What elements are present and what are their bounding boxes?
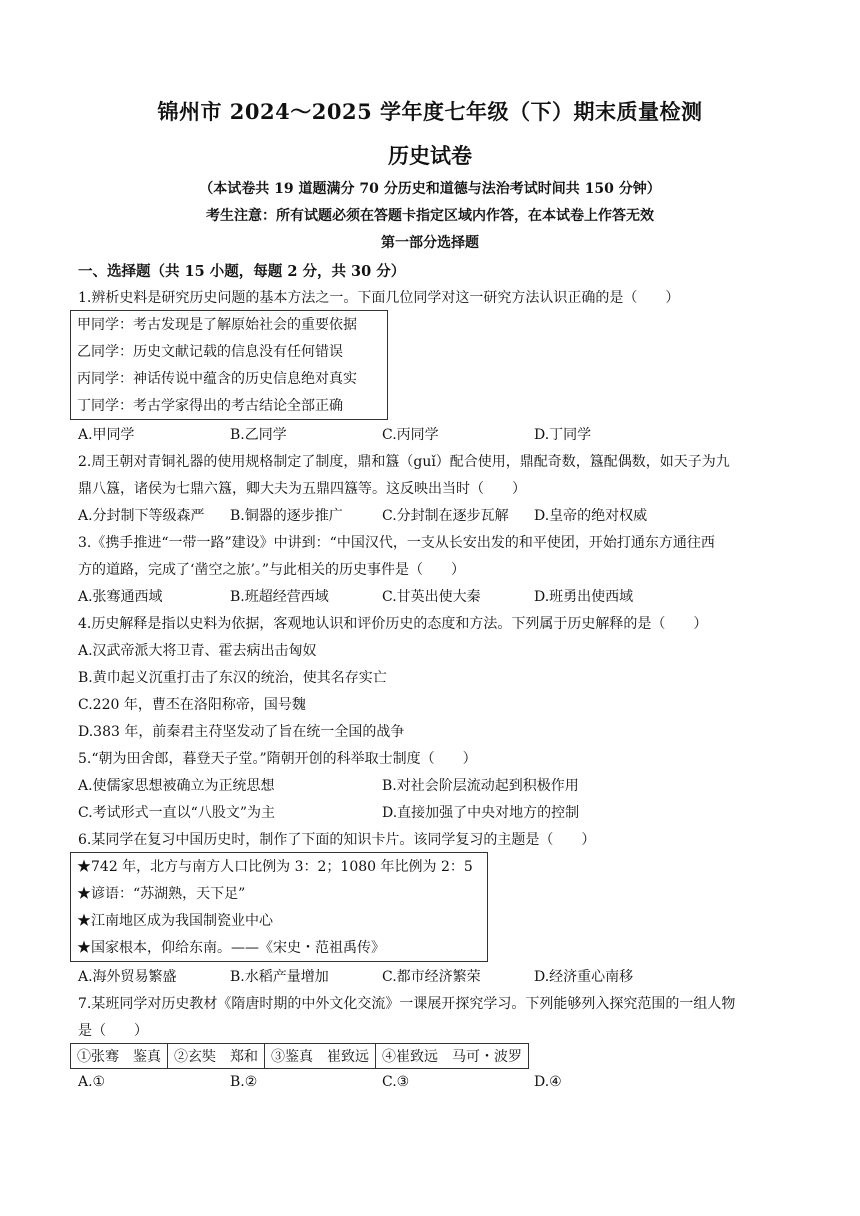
q4-option-b: B.黄巾起义沉重打击了东汉的统治，使其名存实亡	[78, 670, 387, 686]
exam-notice: 考生注意：所有试题必须在答题卡指定区域内作答，在本试卷上作答无效	[206, 208, 654, 224]
q1-option-d: D.丁同学	[534, 427, 592, 443]
q1-box-line: 丁同学：考古学家得出的考古结论全部正确	[77, 398, 343, 414]
q1-option-c: C.丙同学	[382, 427, 439, 443]
q6-card-line: ★742 年，北方与南方人口比例为 3：2；1080 年比例为 2：5	[77, 859, 473, 875]
q6-option-d: D.经济重心南移	[534, 969, 634, 985]
q5-option-a: A.使儒家思想被确立为正统思想	[78, 778, 275, 794]
q2-stem-line: 2.周王朝对青铜礼器的使用规格制定了制度，鼎和簋（guǐ）配合使用，鼎配奇数，簋配偶数，如天子为九	[78, 454, 730, 470]
q4-option-a: A.汉武帝派大将卫青、霍去病出击匈奴	[78, 643, 317, 659]
q1-stem: 1.辨析史料是研究历史问题的基本方法之一。下面几位同学对这一研究方法认识正确的是（ ）	[78, 290, 680, 306]
exam-subtitle: 历史试卷	[388, 143, 472, 168]
q7-option-b: B.②	[230, 1074, 258, 1090]
q7-option-d: D.④	[534, 1074, 562, 1090]
q7-option-a: A.①	[78, 1074, 106, 1090]
q3-option-b: B.班超经营西域	[230, 589, 329, 605]
q2-stem-line: 鼎八簋，诸侯为七鼎六簋，卿大夫为五鼎四簋等。这反映出当时（ ）	[78, 481, 526, 497]
q3-stem-line: 3.《携手推进“一带一路”建设》中讲到：“中国汉代，一支从长安出发的和平使团，开始打通东方通往西	[78, 535, 715, 551]
q7-stem-line: 7.某班同学对历史教材《隋唐时期的中外文化交流》一课展开探究学习。下列能够列入探究范围的一组人物	[78, 996, 736, 1012]
q6-card-line: ★谚语：“苏湖熟，天下足”	[77, 886, 246, 902]
q6-card-line: ★国家根本，仰给东南。——《宋史・范祖禹传》	[77, 940, 385, 956]
q2-option-a: A.分封制下等级森严	[78, 508, 205, 524]
q7-table-cell: ②玄奘 郑和	[168, 1044, 265, 1069]
q7-table-cell: ③鉴真 崔致远	[265, 1044, 376, 1069]
q4-option-c: C.220 年，曹丕在洛阳称帝，国号魏	[78, 697, 306, 713]
exam-info: （本试卷共 19 道题满分 70 分历史和道德与法治考试时间共 150 分钟）	[199, 181, 661, 197]
q4-stem: 4.历史解释是指以史料为依据，客观地认识和评价历史的态度和方法。下列属于历史解释的是（ ）	[78, 616, 708, 632]
q2-option-b: B.铜器的逐步推广	[230, 508, 343, 524]
q5-option-b: B.对社会阶层流动起到积极作用	[382, 778, 579, 794]
q2-option-c: C.分封制在逐步瓦解	[382, 508, 509, 524]
section-heading: 一、选择题（共 15 小题，每题 2 分，共 30 分）	[78, 263, 406, 280]
q5-option-d: D.直接加强了中央对地方的控制	[382, 805, 580, 821]
q7-table-cell: ④崔致远 马可・波罗	[376, 1044, 529, 1069]
q7-person-table	[70, 1043, 529, 1069]
q6-stem: 6.某同学在复习中国历史时，制作了下面的知识卡片。该同学复习的主题是（ ）	[78, 832, 596, 848]
q6-card-line: ★江南地区成为我国制瓷业中心	[77, 913, 273, 929]
q1-box-line: 丙同学：神话传说中蕴含的历史信息绝对真实	[77, 371, 357, 387]
exam-title: 锦州市 2024～2025 学年度七年级（下）期末质量检测	[157, 99, 703, 124]
q3-stem-line: 方的道路，完成了‘凿空之旅’。”与此相关的历史事件是（ ）	[78, 562, 466, 578]
q4-option-d: D.383 年，前秦君主苻坚发动了旨在统一全国的战争	[78, 724, 405, 740]
q3-option-a: A.张骞通西域	[78, 589, 163, 605]
q7-table-cell: ①张骞 鉴真	[71, 1044, 168, 1069]
q5-option-c: C.考试形式一直以“八股文”为主	[78, 805, 275, 821]
q1-box	[70, 310, 388, 420]
q7-option-c: C.③	[382, 1074, 410, 1090]
q1-option-b: B.乙同学	[230, 427, 287, 443]
q3-option-d: D.班勇出使西域	[534, 589, 634, 605]
q6-option-a: A.海外贸易繁盛	[78, 969, 177, 985]
part-heading: 第一部分选择题	[381, 235, 479, 251]
q6-option-c: C.都市经济繁荣	[382, 969, 481, 985]
q1-option-a: A.甲同学	[78, 427, 135, 443]
q5-stem: 5.“朝为田舍郎，暮登天子堂。”隋朝开创的科举取士制度（ ）	[78, 751, 477, 767]
q7-stem-line: 是（ ）	[78, 1023, 148, 1039]
q6-knowledge-card	[70, 852, 488, 962]
q2-option-d: D.皇帝的绝对权威	[534, 508, 648, 524]
q1-box-line: 甲同学：考古发现是了解原始社会的重要依据	[77, 317, 357, 333]
q1-box-line: 乙同学：历史文献记载的信息没有任何错误	[77, 344, 343, 360]
q3-option-c: C.甘英出使大秦	[382, 589, 481, 605]
q6-option-b: B.水稻产量增加	[230, 969, 329, 985]
